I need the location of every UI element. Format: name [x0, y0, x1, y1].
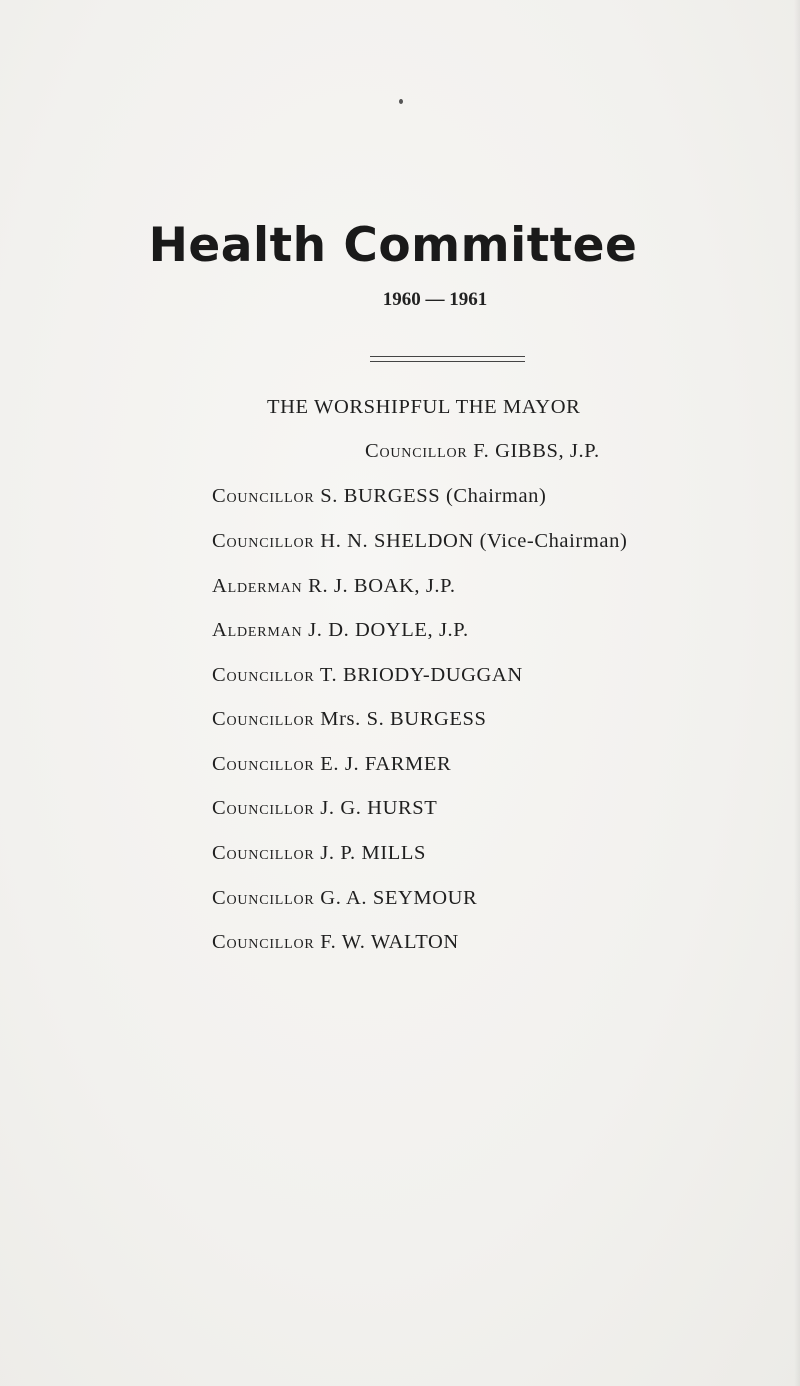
- member-title: Councillor: [212, 797, 315, 819]
- member-title: Councillor: [365, 440, 468, 462]
- member-name: F. GIBBS, J.P.: [473, 440, 600, 462]
- member-name: S. BURGESS (Chairman): [320, 485, 547, 507]
- member-name: Mrs. S. BURGESS: [320, 708, 487, 730]
- member-title: Councillor: [212, 753, 315, 775]
- print-dot: [399, 99, 403, 104]
- member-name: J. P. MILLS: [320, 842, 427, 864]
- member-line: [212, 753, 451, 776]
- member-line: [212, 485, 546, 508]
- committee-years: 1960 — 1961: [382, 289, 488, 310]
- member-title: Alderman: [212, 575, 303, 597]
- member-line: [212, 842, 426, 865]
- member-line: [212, 664, 523, 687]
- double-rule-bottom: [370, 361, 525, 362]
- member-name: H. N. SHELDON (Vice-Chairman): [320, 530, 628, 552]
- member-name: G. A. SEYMOUR: [320, 887, 478, 909]
- double-rule-top: [370, 356, 525, 357]
- member-title: Councillor: [212, 664, 315, 686]
- member-name: E. J. FARMER: [320, 753, 452, 775]
- member-title: Councillor: [212, 842, 315, 864]
- member-line: [212, 931, 459, 954]
- member-name: F. W. WALTON: [320, 931, 459, 953]
- member-title: Councillor: [212, 931, 315, 953]
- member-name: J. G. HURST: [320, 797, 438, 819]
- member-line: [365, 440, 600, 463]
- member-name: J. D. DOYLE, J.P.: [308, 619, 469, 641]
- member-line: [212, 619, 469, 642]
- member-title: Alderman: [212, 619, 303, 641]
- page-edge-shadow: [794, 0, 800, 1386]
- member-line: [212, 887, 477, 910]
- member-line: [212, 575, 456, 598]
- member-title: Councillor: [212, 530, 315, 552]
- member-line: [212, 530, 627, 553]
- member-name: R. J. BOAK, J.P.: [308, 575, 456, 597]
- member-line: [212, 797, 437, 820]
- member-name: T. BRIODY-DUGGAN: [319, 664, 523, 686]
- member-title: Councillor: [212, 708, 315, 730]
- member-title: Councillor: [212, 887, 315, 909]
- member-title: Councillor: [212, 485, 315, 507]
- member-line: [212, 708, 487, 731]
- document-title: Health Committee: [148, 218, 638, 273]
- mayor-line: THE WORSHIPFUL THE MAYOR: [267, 396, 581, 418]
